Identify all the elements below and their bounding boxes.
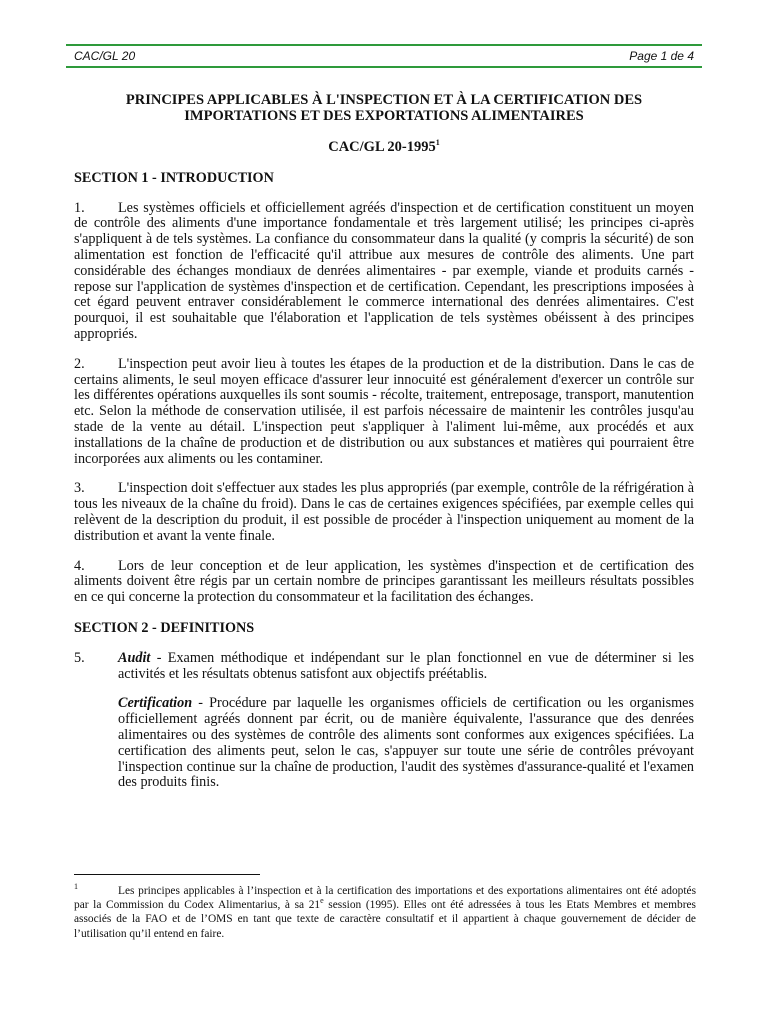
footnote-reference: 1 bbox=[435, 138, 440, 148]
paragraph-number: 2. bbox=[74, 355, 85, 372]
paragraph-text: L'inspection doit s'effectuer aux stades les plus appropriés (par exemple, contrôle de la réfrigération à tous les niveaux de la chaîne du froid). Dans le cas de certaines exigences spécifiées, par exemple celles qui relèvent de la description du produit, il est possible de procéder à l'inspection uniquement au moment de la distribution et avant la vente finale. bbox=[74, 480, 694, 544]
definition-body: - Procédure par laquelle les organismes officiels de certification ou les organismes officiellement agréés donnent par écrit, ou de manière équivalente, l'assurance que des denrées alimentaires ou des systèmes de contrôle des aliments sont conformes aux exigences spécifiées. La certification des aliments peut, selon le cas, s'appuyer sur toute une série de contrôles prévoyant l'inspection continue sur la chaîne de production, l'audit des systèmes d'assurance-qualité et l'examen des produits finis. bbox=[118, 695, 694, 791]
section-heading-introduction: SECTION 1 - INTRODUCTION bbox=[74, 169, 274, 186]
footnote-text-start: Les principes applicables à l’inspection et à la certification des importations et des exportations alimentaires ont été adoptés par la Commission du Codex Alimentarius, à sa 21 bbox=[74, 885, 696, 912]
definition-body: - Examen méthodique et indépendant sur le plan fonctionnel en vue de déterminer si les activités et les résultats obtenus satisfont aux objectifs préétablis. bbox=[118, 649, 694, 682]
paragraph-number: 1. bbox=[74, 199, 85, 216]
document-reference bbox=[74, 140, 694, 156]
document-code: CAC/GL 20 bbox=[74, 49, 136, 63]
paragraph-number: 3. bbox=[74, 480, 85, 497]
definition-audit bbox=[74, 651, 694, 683]
definition-text bbox=[118, 651, 694, 683]
document-title: PRINCIPES APPLICABLES À L'INSPECTION ET À LA CERTIFICATION DES IMPORTATIONS ET DES EXPORTATIONS ALIMENTAIRES bbox=[125, 92, 643, 124]
paragraph bbox=[74, 201, 694, 343]
paragraph-number: 4. bbox=[74, 557, 85, 574]
paragraph bbox=[74, 357, 694, 468]
paragraph-number: 5. bbox=[74, 649, 85, 666]
paragraph bbox=[74, 559, 694, 606]
definition-term: Audit bbox=[118, 649, 151, 666]
definition-term: Certification bbox=[118, 695, 193, 712]
section-heading-definitions: SECTION 2 - DEFINITIONS bbox=[74, 619, 255, 636]
page-header bbox=[66, 44, 702, 68]
paragraph-text: Lors de leur conception et de leur application, les systèmes d'inspection et de certification des aliments doivent être régis par un certain nombre de principes garantissant les meilleurs résultats possibles en ce qui concerne la protection du consommateur et la facilitation des échanges. bbox=[74, 557, 694, 606]
paragraph-text: Les systèmes officiels et officiellement agréés d'inspection et de certification constituent un moyen de contrôle des aliments d'une importance fondamentale et très largement utilisé; les principes ci-après s'appliquent à de tels systèmes. La confiance du consommateur dans la qualité (y compris la sécurité) de son alimentation est fonction de l'efficacité qu'il attribue aux mesures de contrôle des aliments. Une part considérable des échanges mondiaux de denrées alimentaires - par exemple, viande et produits carnés - repose sur l'application de systèmes d'inspection et de certification. Cependant, les prescriptions imposées à cet égard peuvent entraver considérablement le commerce international des denrées alimentaires. C'est pourquoi, il est souhaitable que l'élaboration et l'application de tels systèmes obéissent à des principes appropriés. bbox=[74, 199, 694, 342]
document-body bbox=[74, 92, 694, 791]
paragraph-text: L'inspection peut avoir lieu à toutes les étapes de la production et de la distribution. Dans le cas de certains aliments, le seul moyen efficace d'assurer leur innocuité est généralement d'exercer un contrôle sur les différentes opérations auxquelles ils sont soumis - récolte, traitement, entreposage, transport, manutention etc. Selon la méthode de conservation utilisée, il est parfois nécessaire de maintenir les contrôles jusqu'au stade de la vente au détail. L'inspection peut s'appliquer à l'aliment lui-même, aux procédés et aux installations de la chaîne de production et de distribution ou aux substances et matières qui pourraient être incorporées aux aliments ou les contaminer. bbox=[74, 355, 694, 467]
footnote-ordinal: e bbox=[320, 896, 324, 906]
footnote-mark: 1 bbox=[74, 882, 78, 892]
page-number: Page 1 de 4 bbox=[629, 49, 694, 63]
footnote-text-end: session (1995). Elles ont été adressées à tous les Etats Membres et membres associés de la FAO et de l’OMS en tant que texte de caractère consultatif et il appartient à chaque gouvernement de décider de l’utilisation qu’il entend en faire. bbox=[74, 899, 696, 940]
footnote-separator bbox=[74, 874, 260, 875]
footnote bbox=[74, 884, 696, 941]
paragraph bbox=[74, 481, 694, 544]
definition-certification bbox=[118, 696, 694, 791]
reference-code: CAC/GL 20-1995 bbox=[328, 139, 436, 155]
